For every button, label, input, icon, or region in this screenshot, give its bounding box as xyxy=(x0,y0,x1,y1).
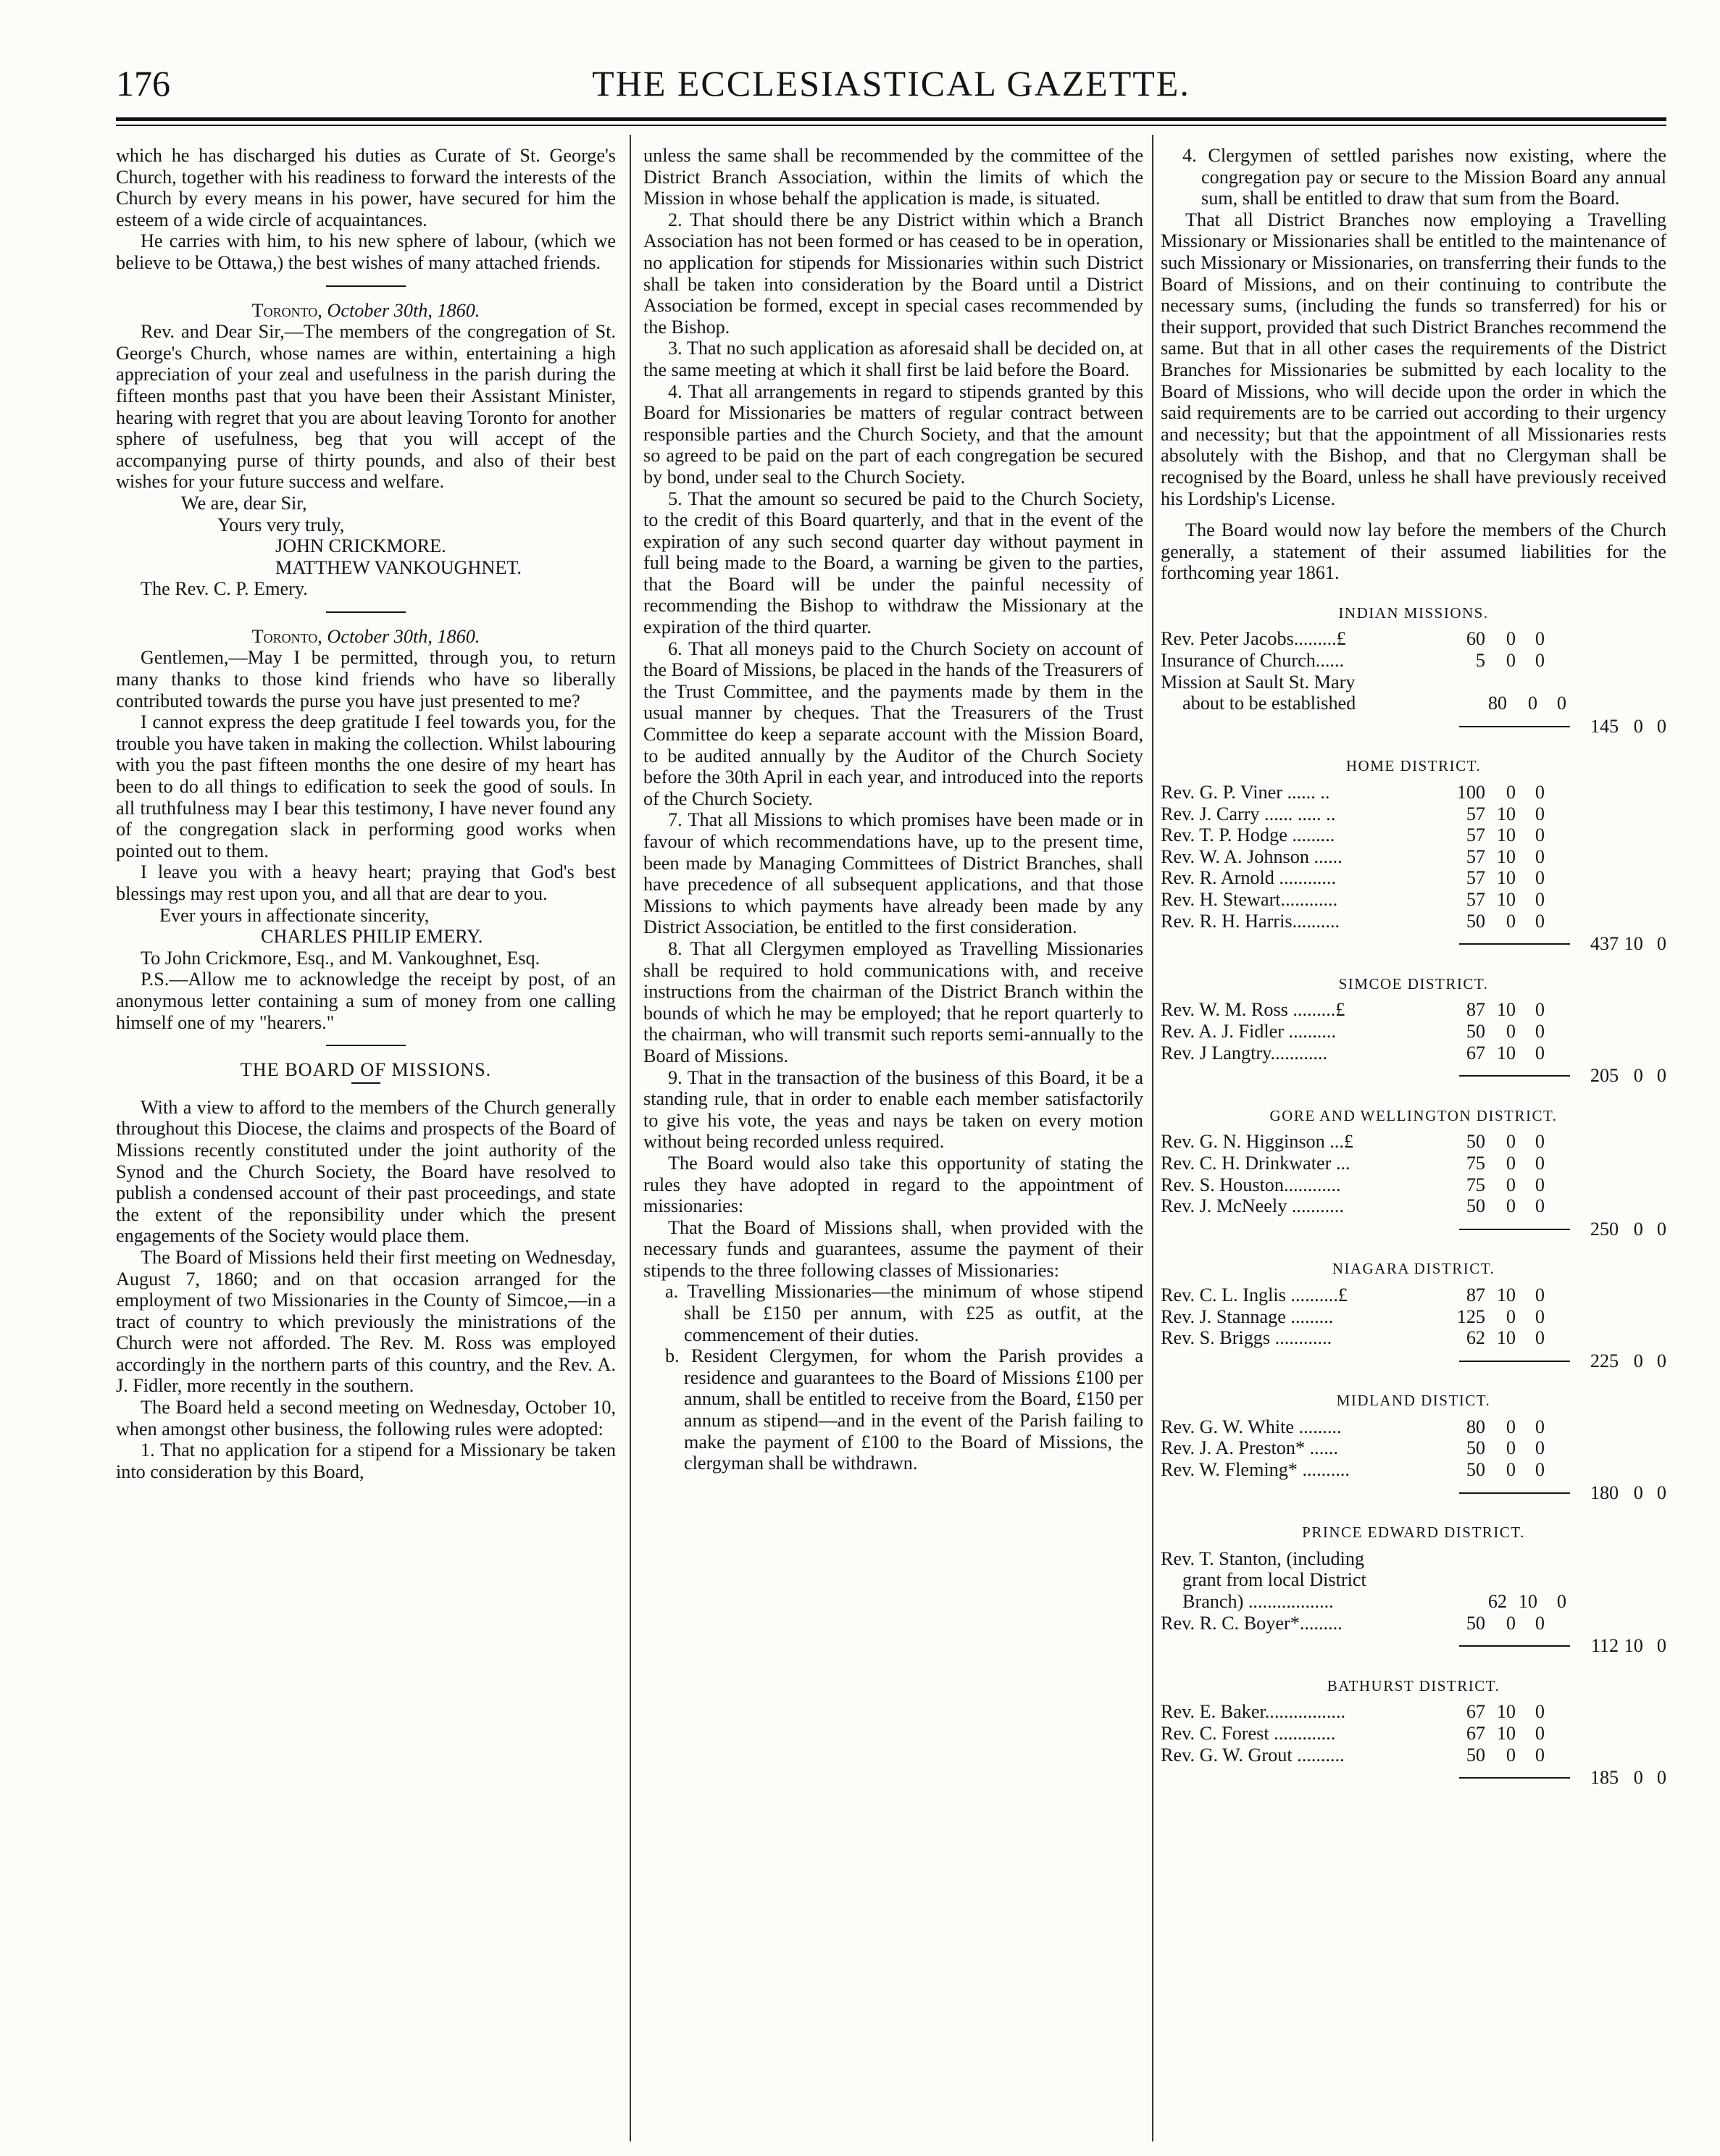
paragraph: The Board would also take this opportunity of stating the rules they have adopted in regard to the appointment of missionaries: xyxy=(643,1152,1143,1217)
column-divider xyxy=(630,135,631,2142)
pounds: 5 xyxy=(1475,650,1485,672)
column-1 xyxy=(116,145,616,1482)
pounds: 57 xyxy=(1466,803,1485,824)
pounds: 80 xyxy=(1466,1416,1485,1437)
shillings: 0 xyxy=(1506,1195,1516,1217)
pounds: 75 xyxy=(1466,1152,1485,1174)
district-heading: INDIAN MISSIONS. xyxy=(1338,603,1489,622)
ledger-row xyxy=(1161,1437,1666,1459)
total-pence: 0 xyxy=(1656,1482,1666,1503)
ledger-row xyxy=(1161,693,1666,714)
rule-item: 7. That all Missions to which promises have been made or in favour of which recommendations have, up to the present time, been made by Managing Committees of District Branches, shall have precedence of all subsequent applications, and that those Missions to which payments have already been made by any District Association, be entitled to the first consideration. xyxy=(643,809,1143,938)
signature: JOHN CRICKMORE. xyxy=(275,535,446,557)
shillings: 0 xyxy=(1506,1305,1516,1327)
district-total xyxy=(1161,1482,1666,1504)
letter-paragraph: Rev. and Dear Sir,—The members of the congregation of St. George's Church, whose names are within, entertaining a high appreciation of your zeal and usefulness in the parish during the fifteen months past that you have been their Assistant Minister, hearing with regret that you are about leaving Toronto for another sphere of usefulness, beg that you will accept of the accompanying purse of thirty pounds, and also of their best wishes for your future success and welfare. xyxy=(116,321,616,493)
entry-name: Rev. J. Carry ...... ..... .. xyxy=(1161,803,1336,824)
entry-name: Rev. J. McNeely ........... xyxy=(1161,1195,1344,1217)
ledger-row xyxy=(1161,1174,1666,1196)
pounds xyxy=(1465,1569,1507,1591)
pence xyxy=(1537,1569,1566,1591)
total-pence: 0 xyxy=(1656,1767,1666,1789)
signature: CHARLES PHILIP EMERY. xyxy=(261,926,483,948)
ledger-row xyxy=(1161,1745,1666,1766)
ledger-row xyxy=(1161,911,1666,932)
total-rule xyxy=(1459,1645,1570,1647)
ledger-row xyxy=(1161,650,1666,672)
total-rule xyxy=(1459,1492,1570,1494)
class-item: 4. Clergymen of settled parishes now existing, where the congregation pay or secure to the Mission Board any annual sum, shall be entitled to draw that sum from the Board. xyxy=(1182,145,1666,209)
ledger-row xyxy=(1161,1613,1666,1634)
pence: 0 xyxy=(1535,628,1545,650)
shillings: 0 xyxy=(1506,1174,1516,1195)
shillings: 10 xyxy=(1496,1042,1516,1064)
pence: 0 xyxy=(1535,1723,1545,1744)
entry-name: Rev. R. H. Harris.......... xyxy=(1161,910,1340,932)
ledger-row xyxy=(1161,1327,1666,1349)
total-rule xyxy=(1459,1229,1570,1230)
rule-item: 2. That should there be any District within which a Branch Association has not been formed or has ceased to be in operation, no application for stipends for Missionaries within such District shall be taken into consideration by the Board until a District Association be formed, except in special cases recommended by the Bishop. xyxy=(643,209,1143,338)
column-2 xyxy=(643,145,1143,1474)
district-total xyxy=(1161,933,1666,955)
ledger-row xyxy=(1161,1021,1666,1043)
rule-item: 6. That all moneys paid to the Church Society on account of the Board of Missions, be placed in the hands of the Treasurers of the Trust Committee, and the payments made by them in the usual manner by cheques. That the Treasurers of the Trust Committee do keep a separate account with the Mission Board, to be audited annually by the Auditor of the Church Society before the 30th April in each year, and introduced into the reports of the Church Society. xyxy=(643,638,1143,809)
postscript: P.S.—Allow me to acknowledge the receipt by post, of an anonymous letter containing a sum of money from one calling himself one of my "hearers." xyxy=(116,969,616,1033)
shillings: 0 xyxy=(1506,1744,1516,1766)
pence: 0 xyxy=(1535,650,1545,672)
pence: 0 xyxy=(1535,845,1545,867)
pounds: 67 xyxy=(1466,1042,1485,1064)
entry-name: Rev. Peter Jacobs.........£ xyxy=(1161,628,1346,650)
total-pounds: 185 xyxy=(1590,1767,1619,1789)
shillings: 0 xyxy=(1506,910,1516,932)
paragraph: unless the same shall be recommended by the committee of the District Branch Association, within the limits of which the Mission in whose behalf the application is made, is situated. xyxy=(643,145,1143,209)
pence: 0 xyxy=(1535,910,1545,932)
ledger-row xyxy=(1161,1569,1666,1591)
pence: 0 xyxy=(1535,1701,1545,1723)
entry-name: Rev. C. H. Drinkwater ... xyxy=(1161,1152,1350,1174)
ledger-row xyxy=(1161,824,1666,846)
district-heading: BATHURST DISTRICT. xyxy=(1327,1676,1500,1695)
shillings: 0 xyxy=(1506,1612,1516,1634)
ledger-row xyxy=(1161,1306,1666,1328)
rule-item: 9. That in the transaction of the business of this Board, it be a standing rule, that in order to enable each member satisfactorily to give his vote, the yeas and nays be taken on every motion without being recorded unless required. xyxy=(643,1066,1143,1153)
rule-item: 8. That all Clergymen employed as Travelling Missionaries shall be required to hold communications with, and receive instructions from the chairman of the District Branch within the bounds of which he may be employed; that he report quarterly to the chairman, who will transmit such reports semi-annually to the Board of Missions. xyxy=(643,937,1143,1066)
pence xyxy=(1516,672,1545,693)
paragraph: The Board of Missions held their first meeting on Wednesday, August 7, 1860; and on that occasion arranged for the employment of two Missionaries in the County of Simcoe,—in a tract of country to which previously the ministrations of the Church were not afforded. The Rev. M. Ross was employed accordingly in the northern parts of this country, and the Rev. A. J. Fidler, more recently in the southern. xyxy=(116,1246,616,1397)
pence: 0 xyxy=(1535,889,1545,910)
pounds: 62 xyxy=(1466,1327,1485,1349)
entry-name: Rev. H. Stewart............ xyxy=(1161,889,1338,910)
dateline xyxy=(116,626,616,648)
rule-item: 1. That no application for a stipend for a Missionary be taken into consideration by this Board, xyxy=(116,1440,616,1482)
shillings: 10 xyxy=(1496,824,1516,846)
entry-name: Rev. A. J. Fidler .......... xyxy=(1161,1020,1336,1042)
entry-name: Rev. W. M. Ross .........£ xyxy=(1161,999,1345,1021)
total-pounds: 225 xyxy=(1590,1350,1619,1371)
total-pounds: 437 xyxy=(1590,933,1619,955)
pounds xyxy=(1443,672,1485,693)
rule-item: 4. That all arrangements in regard to stipends granted by this Board for Missionaries be matters of regular contract between responsible parties and the Church Society, and that the amount so agreed to be paid on the part of each congregation be secured by bond, under seal to the Church Society. xyxy=(643,380,1143,488)
ledger-row xyxy=(1161,1043,1666,1064)
district-heading: GORE AND WELLINGTON DISTRICT. xyxy=(1269,1106,1558,1124)
dateline-place: Toronto, xyxy=(251,299,322,321)
paragraph: That the Board of Missions shall, when provided with the necessary funds and guarantees, assume the payment of their stipends to the three following classes of Missionaries: xyxy=(643,1216,1143,1281)
entry-name: Rev. R. C. Boyer*......... xyxy=(1161,1612,1343,1634)
entry-name: Rev. G. N. Higginson ...£ xyxy=(1161,1131,1353,1153)
section-rule xyxy=(351,1082,380,1084)
ledger-row xyxy=(1161,889,1666,911)
pounds: 50 xyxy=(1466,1131,1485,1153)
shillings: 10 xyxy=(1496,803,1516,824)
total-pence: 0 xyxy=(1656,1635,1666,1657)
total-pence: 0 xyxy=(1656,715,1666,737)
pounds: 75 xyxy=(1466,1174,1485,1195)
class-item: b. Resident Clergymen, for whom the Parish provides a residence and guarantees to the Board of Missions £100 per annum, shall be entitled to receive from the Board, £150 per annum as stipend—and in the event of the Parish failing to make the payment of £100 to the Board of Missions, the clergyman shall be withdrawn. xyxy=(665,1345,1143,1474)
pence: 0 xyxy=(1535,867,1545,889)
pounds: 87 xyxy=(1466,1284,1485,1305)
entry-name: Rev. C. L. Inglis ..........£ xyxy=(1161,1284,1348,1305)
shillings: 10 xyxy=(1518,1591,1537,1613)
paragraph: He carries with him, to his new sphere of labour, (which we believe to be Ottawa,) the best wishes of many attached friends. xyxy=(116,230,616,273)
pounds: 57 xyxy=(1466,845,1485,867)
entry-name: Insurance of Church...... xyxy=(1161,650,1345,672)
district-total xyxy=(1161,716,1666,738)
total-pence: 0 xyxy=(1656,1218,1666,1240)
pounds: 60 xyxy=(1466,628,1485,650)
shillings: 0 xyxy=(1527,693,1537,714)
pence: 0 xyxy=(1535,782,1545,803)
class-item: a. Travelling Missionaries—the minimum of whose stipend shall be £150 per annum, with £25 as outfit, at the commencement of their duties. xyxy=(665,1281,1143,1345)
ledger-row xyxy=(1161,782,1666,803)
ledger-row xyxy=(1161,1416,1666,1438)
total-pounds: 112 xyxy=(1590,1635,1619,1657)
shillings: 0 xyxy=(1506,628,1516,650)
entry-name: Rev. G. P. Viner ...... .. xyxy=(1161,782,1330,803)
pounds xyxy=(1443,1548,1485,1570)
column-divider xyxy=(1152,135,1153,2142)
entry-name: Rev. W. A. Johnson ...... xyxy=(1161,845,1343,867)
shillings: 10 xyxy=(1496,845,1516,867)
pence: 0 xyxy=(1535,1416,1545,1437)
rule-item: 5. That the amount so secured be paid to the Church Society, to the credit of this Board quarterly, and that in the event of the expiration of any such second quarter day without payment in full being made to the Board, a warning be given to the parties, that the Board will be under the painful necessity of recommending the Bishop to withdraw the Missionary at the expiration of the third quarter. xyxy=(643,488,1143,638)
section-rule xyxy=(326,285,406,287)
pence: 0 xyxy=(1556,693,1566,714)
total-pence: 0 xyxy=(1656,1065,1666,1087)
entry-name: Rev. G. W. Grout .......... xyxy=(1161,1744,1345,1766)
shillings: 10 xyxy=(1496,1701,1516,1723)
pounds: 50 xyxy=(1466,1612,1485,1634)
dateline-place: Toronto, xyxy=(251,625,322,647)
district-heading: NIAGARA DISTRICT. xyxy=(1332,1260,1495,1278)
pounds: 50 xyxy=(1466,1459,1485,1481)
dateline-date: October 30th, 1860. xyxy=(327,625,480,647)
ledger-row xyxy=(1161,672,1666,693)
column-3 xyxy=(1161,145,1666,1789)
pence: 0 xyxy=(1535,1437,1545,1459)
entry-name: Rev. J Langtry............ xyxy=(1161,1042,1328,1064)
shillings: 0 xyxy=(1506,650,1516,672)
pence: 0 xyxy=(1535,1744,1545,1766)
letter-paragraph: I cannot express the deep gratitude I feel towards you, for the trouble you have taken in making the collection. Whilst labouring with you the past fifteen months the one desire of my heart has been to do all things to edification to seek the good of souls. In all truthfulness may I bear this testimony, I have never found any of the congregation slack in performing good works when pointed out to them. xyxy=(116,711,616,861)
pounds: 57 xyxy=(1466,867,1485,889)
district-heading: SIMCOE DISTRICT. xyxy=(1338,974,1489,993)
ledger-row xyxy=(1161,1195,1666,1217)
pounds: 67 xyxy=(1466,1723,1485,1744)
ledger-row xyxy=(1161,1723,1666,1745)
total-shillings: 0 xyxy=(1633,1218,1643,1240)
district-total xyxy=(1161,1350,1666,1372)
shillings: 0 xyxy=(1506,1131,1516,1153)
pence: 0 xyxy=(1535,999,1545,1021)
total-shillings: 0 xyxy=(1633,1065,1643,1087)
total-shillings: 0 xyxy=(1633,1482,1643,1503)
pounds: 50 xyxy=(1466,1020,1485,1042)
paragraph: which he has discharged his duties as Curate of St. George's Church, together with his readiness to forward the interests of the Church by every means in his power, have secured for him the esteem of a wide circle of acquaintances. xyxy=(116,145,616,230)
ledger-row xyxy=(1161,1548,1666,1570)
ledger-row xyxy=(1161,803,1666,825)
dateline-date: October 30th, 1860. xyxy=(327,299,480,321)
letter-paragraph: Gentlemen,—May I be permitted, through you, to return many thanks to those kind friends who have so liberally contributed towards the purse you have just presented to me? xyxy=(116,647,616,711)
total-rule xyxy=(1459,1075,1570,1077)
entry-name: Rev. C. Forest ............. xyxy=(1161,1723,1336,1744)
pounds: 87 xyxy=(1466,999,1485,1021)
pence: 0 xyxy=(1535,1131,1545,1153)
entry-name: Rev. J. Stannage ......... xyxy=(1161,1305,1334,1327)
entry-name: Rev. R. Arnold ............ xyxy=(1161,867,1336,889)
pence: 0 xyxy=(1535,1612,1545,1634)
ledger-row xyxy=(1161,1284,1666,1306)
ledger-row xyxy=(1161,867,1666,889)
paragraph: The Board would now lay before the members of the Church generally, a statement of their assumed liabilities for the forthcoming year 1861. xyxy=(1161,519,1666,584)
paragraph: That all District Branches now employing a Travelling Missionary or Missionaries shall be entitled to the maintenance of such Missionary or Missionaries, on transferring their funds to the Board of Missions, and on their continuing to contribute the necessary sums, (including the funds so transferred) for his or their support, provided that such District Branches recommend the same. But that in all other cases the requirements of the District Branches for Missionaries be submitted by each locality to the Board of Missions, who will decide upon the order in which the said requirements are to be carried out according to their urgency and necessity; but that the appointment of all Missionaries rests absolutely with the Bishop, and that no Clergyman shall be recognised by the Board, unless he shall have previously received his Lordship's License. xyxy=(1161,209,1666,509)
entry-name: Rev. W. Fleming* .......... xyxy=(1161,1459,1350,1481)
ledger-row xyxy=(1161,1591,1666,1613)
shillings: 0 xyxy=(1506,782,1516,803)
entry-name: Rev. G. W. White ......... xyxy=(1161,1416,1342,1437)
shillings xyxy=(1485,672,1516,693)
total-shillings: 0 xyxy=(1633,715,1643,737)
article-heading: THE BOARD OF MISSIONS. xyxy=(240,1059,492,1081)
letter-paragraph: I leave you with a heavy heart; praying that God's best blessings may rest upon you, and all that are dear to you. xyxy=(116,861,616,904)
pounds: 100 xyxy=(1456,782,1485,803)
entry-name: about to be established xyxy=(1182,693,1356,714)
entry-name: Rev. S. Briggs ............ xyxy=(1161,1327,1332,1349)
paragraph: With a view to afford to the members of the Church generally throughout this Diocese, the claims and prospects of the Board of Missions recently constituted under the joint authority of the Synod and the Church Society, the Board have resolved to publish a condensed account of their past proceedings, and state the extent of the reponsibility under which the present engagements of the Society would place them. xyxy=(116,1096,616,1247)
ledger-row xyxy=(1161,1459,1666,1481)
rule-item: 3. That no such application as aforesaid shall be decided on, at the same meeting at which it shall first be laid before the Board. xyxy=(643,338,1143,380)
pence: 0 xyxy=(1535,803,1545,824)
total-rule xyxy=(1459,1777,1570,1779)
pounds: 50 xyxy=(1466,910,1485,932)
header-rule-thin xyxy=(116,125,1666,126)
total-pounds: 205 xyxy=(1590,1065,1619,1087)
district-heading: MIDLAND DISTICT. xyxy=(1336,1392,1491,1410)
total-pence: 0 xyxy=(1656,1350,1666,1371)
entry-name: Rev. S. Houston............ xyxy=(1161,1174,1341,1195)
district-heading: HOME DISTRICT. xyxy=(1345,757,1482,775)
total-rule xyxy=(1459,726,1570,727)
shillings: 10 xyxy=(1496,1284,1516,1305)
pence: 0 xyxy=(1535,1459,1545,1481)
dateline xyxy=(116,300,616,322)
entry-name: grant from local District xyxy=(1182,1569,1366,1591)
total-shillings: 10 xyxy=(1624,933,1643,955)
entry-name: Rev. J. A. Preston* ...... xyxy=(1161,1437,1338,1459)
district-total xyxy=(1161,1219,1666,1240)
shillings: 10 xyxy=(1496,999,1516,1021)
entry-name: Rev. T. Stanton, (including xyxy=(1161,1547,1365,1569)
entry-name: Rev. E. Baker................. xyxy=(1161,1701,1346,1723)
pounds: 80 xyxy=(1487,693,1507,714)
ledger-row xyxy=(1161,1701,1666,1723)
ledger-row xyxy=(1161,999,1666,1021)
total-rule xyxy=(1459,943,1570,945)
publication-title: THE ECCLESIASTICAL GAZETTE. xyxy=(592,63,1190,104)
pence: 0 xyxy=(1535,1305,1545,1327)
shillings xyxy=(1507,1569,1537,1591)
pence: 0 xyxy=(1535,1042,1545,1064)
pence: 0 xyxy=(1535,1174,1545,1195)
header-rule-thick xyxy=(116,117,1666,121)
district-total xyxy=(1161,1635,1666,1657)
district-total xyxy=(1161,1065,1666,1087)
pence: 0 xyxy=(1535,1195,1545,1217)
pounds: 67 xyxy=(1466,1701,1485,1723)
pence: 0 xyxy=(1535,1020,1545,1042)
shillings xyxy=(1485,1548,1516,1570)
addressee: The Rev. C. P. Emery. xyxy=(141,578,308,600)
district-total xyxy=(1161,1767,1666,1789)
total-pounds: 180 xyxy=(1590,1482,1619,1503)
pounds: 50 xyxy=(1466,1437,1485,1459)
pounds: 62 xyxy=(1487,1591,1507,1613)
addressee: To John Crickmore, Esq., and M. Vankoughnet, Esq. xyxy=(141,947,540,969)
page-number: 176 xyxy=(116,63,170,104)
pence: 0 xyxy=(1535,1327,1545,1349)
entry-name: Branch) .................. xyxy=(1182,1591,1334,1613)
ledger-row xyxy=(1161,1153,1666,1174)
pence xyxy=(1516,1548,1545,1570)
pounds: 125 xyxy=(1456,1305,1485,1327)
shillings: 10 xyxy=(1496,1327,1516,1349)
ledger-row xyxy=(1161,1131,1666,1153)
section-rule xyxy=(326,1045,406,1046)
shillings: 10 xyxy=(1496,1723,1516,1744)
pounds: 50 xyxy=(1466,1195,1485,1217)
closing: We are, dear Sir, xyxy=(181,492,307,514)
shillings: 10 xyxy=(1496,889,1516,910)
total-rule xyxy=(1459,1361,1570,1362)
shillings: 10 xyxy=(1496,867,1516,889)
pence: 0 xyxy=(1535,1284,1545,1305)
district-heading: PRINCE EDWARD DISTRICT. xyxy=(1302,1524,1525,1542)
total-pence: 0 xyxy=(1656,933,1666,955)
closing: Ever yours in affectionate sincerity, xyxy=(159,904,430,926)
pounds: 50 xyxy=(1466,1744,1485,1766)
pence: 0 xyxy=(1535,1152,1545,1174)
total-shillings: 0 xyxy=(1633,1767,1643,1789)
ledger-row xyxy=(1161,628,1666,650)
closing: Yours very truly, xyxy=(217,514,345,535)
shillings: 0 xyxy=(1506,1152,1516,1174)
pounds: 57 xyxy=(1466,824,1485,846)
section-rule xyxy=(326,611,406,613)
total-shillings: 0 xyxy=(1633,1350,1643,1371)
shillings: 0 xyxy=(1506,1437,1516,1459)
liabilities-ledger xyxy=(1161,603,1666,1789)
pence: 0 xyxy=(1556,1591,1566,1613)
total-pounds: 145 xyxy=(1590,715,1619,737)
total-pounds: 250 xyxy=(1590,1218,1619,1240)
page-header xyxy=(116,58,1666,109)
ledger-row xyxy=(1161,846,1666,868)
entry-name: Mission at Sault St. Mary xyxy=(1161,671,1356,693)
shillings: 0 xyxy=(1506,1416,1516,1437)
pounds: 57 xyxy=(1466,889,1485,910)
shillings: 0 xyxy=(1506,1020,1516,1042)
shillings: 0 xyxy=(1506,1459,1516,1481)
pence: 0 xyxy=(1535,824,1545,846)
entry-name: Rev. T. P. Hodge ......... xyxy=(1161,824,1335,846)
total-shillings: 10 xyxy=(1624,1635,1643,1657)
paragraph: The Board held a second meeting on Wednesday, October 10, when amongst other business, the following rules were adopted: xyxy=(116,1397,616,1440)
signature: MATTHEW VANKOUGHNET. xyxy=(275,556,522,578)
